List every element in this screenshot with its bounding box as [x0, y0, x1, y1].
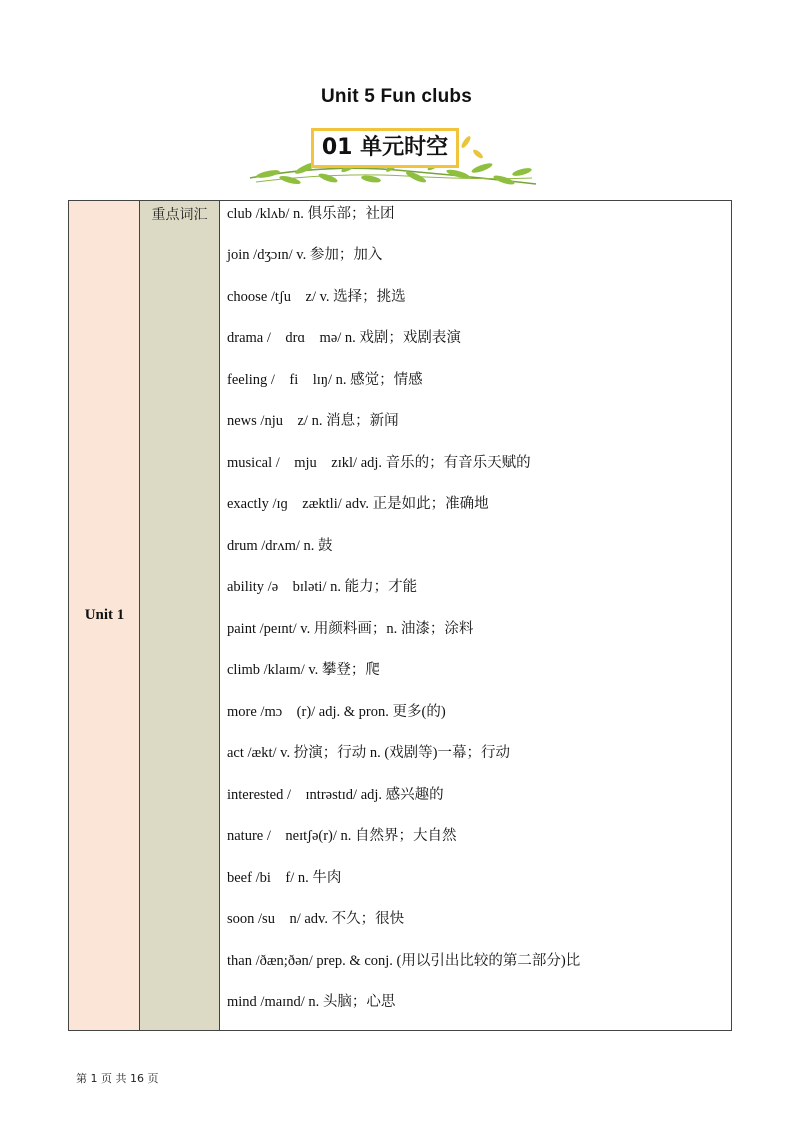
list-item: beef /bi f/ n. 牛肉	[227, 870, 342, 886]
section-badge: 01 单元时空	[311, 128, 459, 168]
list-item: drama / drɑ mə/ n. 戏剧；戏剧表演	[227, 330, 461, 346]
section-banner	[246, 124, 538, 190]
list-item: mind /maɪnd/ n. 头脑；心思	[227, 994, 396, 1010]
unit-label: Unit 1	[84, 607, 125, 623]
category-label: 重点词汇	[151, 207, 208, 223]
list-item: join /dʒɔɪn/ v. 参加；加入	[227, 247, 383, 263]
page-footer: 第 1 页 共 16 页	[76, 1072, 159, 1085]
list-item: feeling / fi lɪŋ/ n. 感觉；情感	[227, 372, 423, 388]
page-title: Unit 5 Fun clubs	[321, 86, 472, 107]
list-item: choose /tʃu z/ v. 选择；挑选	[227, 289, 406, 305]
list-item: nature / neɪtʃə(r)/ n. 自然界；大自然	[227, 828, 457, 844]
list-item: exactly /ɪɡ zæktli/ adv. 正是如此；准确地	[227, 496, 489, 512]
list-item: paint /peɪnt/ v. 用颜料画；n. 油漆；涂料	[227, 621, 474, 637]
list-item: musical / mju zɪkl/ adj. 音乐的；有音乐天赋的	[227, 455, 531, 471]
list-item: interested / ɪntrəstɪd/ adj. 感兴趣的	[227, 787, 444, 803]
list-item: climb /klaɪm/ v. 攀登；爬	[227, 662, 380, 678]
list-item: drum /drʌm/ n. 鼓	[227, 538, 333, 554]
list-item: ability /ə bɪləti/ n. 能力；才能	[227, 579, 418, 595]
category-column	[140, 201, 220, 1030]
list-item: club /klʌb/ n. 俱乐部；社团	[227, 206, 395, 222]
list-item: act /ækt/ v. 扮演；行动 n. (戏剧等)一幕；行动	[227, 745, 510, 761]
list-item: than /ðæn;ðən/ prep. & conj. (用以引出比较的第二部分)比	[227, 953, 581, 969]
list-item: news /nju z/ n. 消息；新闻	[227, 413, 399, 429]
word-column	[220, 201, 731, 1030]
list-item: more /mɔ (r)/ adj. & pron. 更多(的)	[227, 704, 446, 720]
list-item: soon /su n/ adv. 不久；很快	[227, 911, 405, 927]
vocabulary-table	[68, 200, 732, 1031]
unit-column	[69, 201, 140, 1030]
